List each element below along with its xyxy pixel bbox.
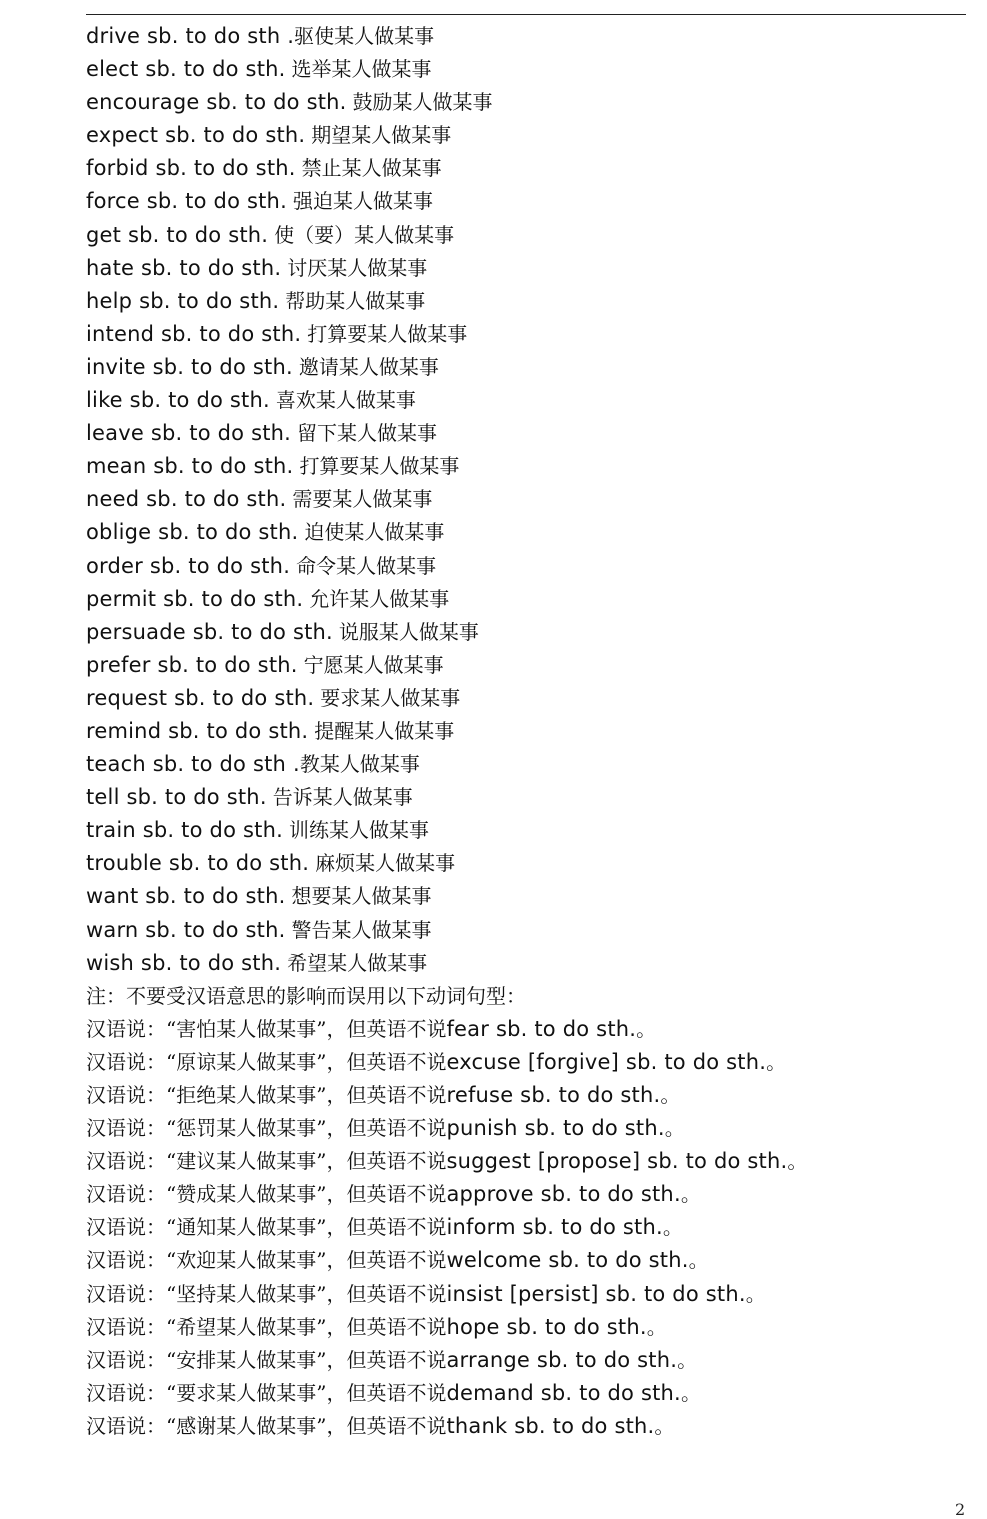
chinese-explanation: 汉语说：“坚持某人做某事”，但英语不说: [86, 1281, 447, 1306]
english-pattern: elect sb. to do sth.: [86, 57, 286, 82]
english-pattern: expect sb. to do sth.: [86, 123, 306, 148]
chinese-meaning: 打算要某人做某事: [307, 321, 468, 346]
sentence-end: 。: [766, 1049, 787, 1074]
list-item: [86, 1344, 966, 1377]
list-item: [86, 1410, 966, 1443]
verb-pattern-list: [86, 20, 966, 980]
english-pattern: drive sb. to do sth .: [86, 24, 295, 48]
sentence-end: 。: [787, 1149, 808, 1174]
sentence-end: 。: [654, 1413, 675, 1438]
incorrect-english-pattern: insist [persist] sb. to do sth.: [446, 1281, 746, 1306]
list-item: [86, 1377, 966, 1410]
chinese-meaning: 喜欢某人做某事: [275, 388, 416, 413]
incorrect-english-pattern: welcome sb. to do sth.: [446, 1248, 689, 1273]
sentence-end: 。: [688, 1248, 709, 1273]
list-item: [86, 1145, 966, 1178]
chinese-meaning: 说服某人做某事: [338, 619, 479, 644]
list-item: [86, 1046, 966, 1079]
sentence-end: 。: [677, 1347, 698, 1372]
list-item: [86, 914, 966, 947]
list-item: [86, 20, 966, 53]
list-item: [86, 583, 966, 616]
header-rule: [86, 14, 966, 15]
sentence-end: 。: [680, 1380, 701, 1405]
chinese-explanation: 汉语说：“原谅某人做某事”，但英语不说: [86, 1049, 447, 1074]
chinese-explanation: 汉语说：“通知某人做某事”，但英语不说: [86, 1215, 447, 1240]
chinese-meaning: 使（要）某人做某事: [274, 222, 455, 247]
list-item: [86, 748, 966, 781]
incorrect-english-pattern: suggest [propose] sb. to do sth.: [446, 1149, 788, 1174]
list-item: [86, 86, 966, 119]
list-item: [86, 1311, 966, 1344]
chinese-meaning: 允许某人做某事: [309, 586, 450, 611]
english-pattern: remind sb. to do sth.: [86, 718, 309, 743]
list-item: [86, 715, 966, 748]
chinese-meaning: 鼓励某人做某事: [352, 90, 493, 115]
chinese-meaning: 想要某人做某事: [291, 884, 432, 909]
list-item: [86, 384, 966, 417]
list-item: [86, 1112, 966, 1145]
chinese-meaning: 打算要某人做某事: [299, 454, 460, 479]
chinese-meaning: 告诉某人做某事: [272, 785, 413, 810]
chinese-meaning: 训练某人做某事: [288, 818, 429, 843]
chinese-explanation: 汉语说：“建议某人做某事”，但英语不说: [86, 1149, 447, 1174]
english-pattern: get sb. to do sth.: [86, 222, 269, 247]
list-item: [86, 219, 966, 252]
list-item: [86, 814, 966, 847]
english-pattern: prefer sb. to do sth.: [86, 652, 298, 677]
english-pattern: persuade sb. to do sth.: [86, 619, 333, 644]
sentence-end: 。: [662, 1215, 683, 1240]
list-item: [86, 1211, 966, 1244]
english-pattern: oblige sb. to do sth.: [86, 520, 299, 545]
chinese-meaning: 驱使某人做某事: [294, 24, 435, 48]
chinese-meaning: 讨厌某人做某事: [287, 255, 428, 280]
chinese-meaning: 麻烦某人做某事: [315, 851, 456, 876]
incorrect-english-pattern: hope sb. to do sth.: [446, 1314, 647, 1339]
list-item: [86, 649, 966, 682]
chinese-explanation: 汉语说：“拒绝某人做某事”，但英语不说: [86, 1083, 447, 1107]
list-item: [86, 516, 966, 549]
list-item: [86, 483, 966, 516]
sentence-end: 。: [680, 1182, 701, 1207]
list-item: [86, 285, 966, 318]
incorrect-english-pattern: punish sb. to do sth.: [446, 1116, 665, 1141]
note-text: 注：不要受汉语意思的影响而误用以下动词句型：: [86, 983, 526, 1008]
english-pattern: wish sb. to do sth.: [86, 950, 282, 975]
chinese-meaning: 要求某人做某事: [320, 685, 461, 710]
list-item: [86, 682, 966, 715]
english-pattern: force sb. to do sth.: [86, 189, 287, 214]
sentence-end: 。: [636, 1016, 657, 1041]
chinese-explanation: 汉语说：“惩罚某人做某事”，但英语不说: [86, 1116, 447, 1141]
english-pattern: like sb. to do sth.: [86, 388, 270, 413]
english-pattern: hate sb. to do sth.: [86, 255, 282, 280]
list-item: [86, 450, 966, 483]
english-pattern: help sb. to do sth.: [86, 288, 280, 313]
list-item: [86, 119, 966, 152]
chinese-meaning: 警告某人做某事: [291, 917, 432, 942]
list-item: [86, 616, 966, 649]
incorrect-english-pattern: demand sb. to do sth.: [446, 1380, 681, 1405]
list-item: [86, 185, 966, 218]
wrong-pattern-list: [86, 1013, 966, 1443]
chinese-explanation: 汉语说：“欢迎某人做某事”，但英语不说: [86, 1248, 447, 1273]
chinese-explanation: 汉语说：“害怕某人做某事”，但英语不说: [86, 1016, 447, 1041]
incorrect-english-pattern: arrange sb. to do sth.: [446, 1347, 678, 1372]
chinese-meaning: 强迫某人做某事: [292, 189, 433, 214]
english-pattern: order sb. to do sth.: [86, 553, 291, 578]
list-item: [86, 318, 966, 351]
chinese-meaning: 希望某人做某事: [287, 950, 428, 975]
list-item: [86, 1244, 966, 1277]
english-pattern: invite sb. to do sth.: [86, 354, 293, 379]
chinese-meaning: 宁愿某人做某事: [303, 652, 444, 677]
incorrect-english-pattern: approve sb. to do sth.: [446, 1182, 681, 1207]
sentence-end: 。: [664, 1116, 685, 1141]
sentence-end: 。: [646, 1314, 667, 1339]
chinese-meaning: 需要某人做某事: [292, 487, 433, 512]
chinese-meaning: 迫使某人做某事: [304, 520, 445, 545]
list-item: [86, 417, 966, 450]
english-pattern: trouble sb. to do sth.: [86, 851, 310, 876]
incorrect-english-pattern: inform sb. to do sth.: [446, 1215, 663, 1240]
chinese-meaning: 期望某人做某事: [311, 123, 452, 148]
incorrect-english-pattern: thank sb. to do sth.: [446, 1413, 655, 1438]
sentence-end: 。: [745, 1281, 766, 1306]
page-number: 2: [955, 1500, 966, 1519]
list-item: [86, 152, 966, 185]
document-body: [86, 20, 966, 1443]
list-item: [86, 1178, 966, 1211]
chinese-meaning: 帮助某人做某事: [285, 288, 426, 313]
english-pattern: mean sb. to do sth.: [86, 454, 294, 479]
english-pattern: want sb. to do sth.: [86, 884, 286, 909]
list-item: [86, 1079, 966, 1112]
chinese-explanation: 汉语说：“希望某人做某事”，但英语不说: [86, 1314, 447, 1339]
note-heading: [86, 980, 966, 1013]
english-pattern: need sb. to do sth.: [86, 487, 287, 512]
english-pattern: leave sb. to do sth.: [86, 421, 292, 446]
list-item: [86, 947, 966, 980]
list-item: [86, 1278, 966, 1311]
english-pattern: request sb. to do sth.: [86, 685, 315, 710]
incorrect-english-pattern: refuse sb. to do sth.: [446, 1083, 661, 1107]
chinese-meaning: 选举某人做某事: [291, 57, 432, 82]
list-item: [86, 781, 966, 814]
list-item: [86, 550, 966, 583]
list-item: [86, 880, 966, 913]
english-pattern: forbid sb. to do sth.: [86, 156, 296, 181]
chinese-meaning: 邀请某人做某事: [298, 354, 439, 379]
english-pattern: teach sb. to do sth .: [86, 752, 300, 777]
list-item: [86, 351, 966, 384]
incorrect-english-pattern: fear sb. to do sth.: [446, 1016, 637, 1041]
list-item: [86, 847, 966, 880]
chinese-meaning: 教某人做某事: [299, 752, 420, 777]
chinese-meaning: 提醒某人做某事: [314, 718, 455, 743]
sentence-end: 。: [660, 1083, 681, 1107]
list-item: [86, 252, 966, 285]
chinese-meaning: 命令某人做某事: [296, 553, 437, 578]
english-pattern: warn sb. to do sth.: [86, 917, 286, 942]
english-pattern: intend sb. to do sth.: [86, 321, 302, 346]
chinese-meaning: 禁止某人做某事: [301, 156, 442, 181]
english-pattern: permit sb. to do sth.: [86, 586, 304, 611]
english-pattern: tell sb. to do sth.: [86, 785, 267, 810]
chinese-explanation: 汉语说：“赞成某人做某事”，但英语不说: [86, 1182, 447, 1207]
chinese-explanation: 汉语说：“感谢某人做某事”，但英语不说: [86, 1413, 447, 1438]
list-item: [86, 1013, 966, 1046]
chinese-explanation: 汉语说：“要求某人做某事”，但英语不说: [86, 1380, 447, 1405]
chinese-meaning: 留下某人做某事: [297, 421, 438, 446]
english-pattern: train sb. to do sth.: [86, 818, 283, 843]
english-pattern: encourage sb. to do sth.: [86, 90, 347, 115]
chinese-explanation: 汉语说：“安排某人做某事”，但英语不说: [86, 1347, 447, 1372]
list-item: [86, 53, 966, 86]
incorrect-english-pattern: excuse [forgive] sb. to do sth.: [446, 1049, 767, 1074]
